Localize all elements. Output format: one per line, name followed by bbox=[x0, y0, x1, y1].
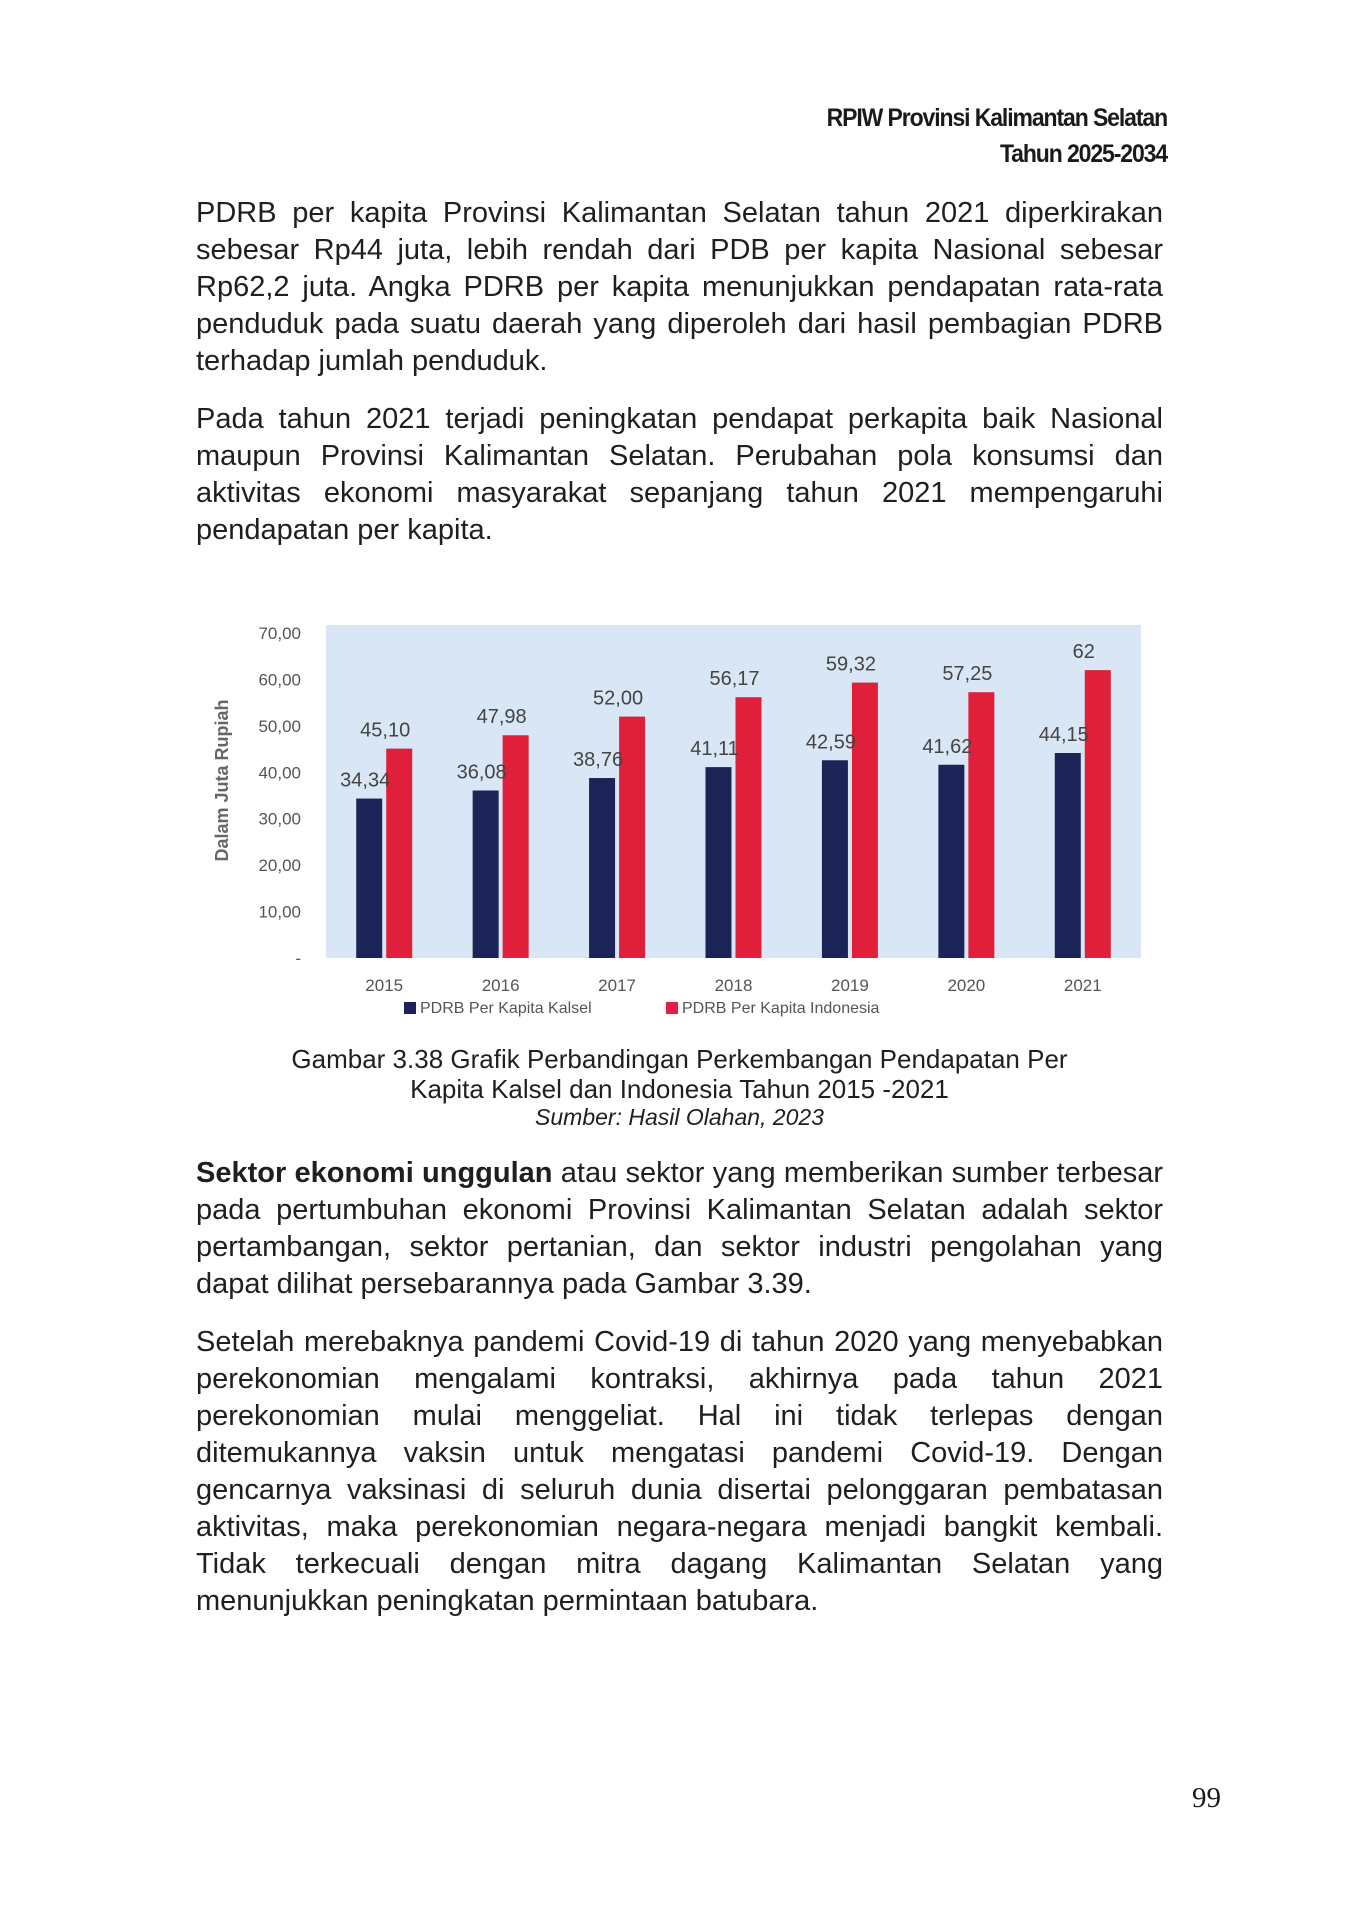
y-tick-label: 60,00 bbox=[258, 670, 301, 690]
paragraph-1: PDRB per kapita Provinsi Kalimantan Selatan tahun 2021 diperkirakan sebesar Rp44 juta, lebih rendah dari PDB per kapita Nasional sebesar Rp62,2 juta. Angka PDRB per kapita menunjukkan pendapatan rata-rata penduduk pada suatu daerah yang diperoleh dari hasil pembagian PDRB terhadap jumlah penduduk. bbox=[196, 197, 1163, 377]
data-label-kalsel: 41,62 bbox=[922, 735, 973, 758]
data-label-indonesia: 62 bbox=[1072, 641, 1095, 664]
x-tick-label: 2019 bbox=[831, 976, 869, 995]
caption-line-1: Gambar 3.38 Grafik Perbandingan Perkembangan Pendapatan Per bbox=[291, 1044, 1068, 1074]
bar-indonesia bbox=[736, 697, 762, 958]
y-axis-title: Dalam Juta Rupiah bbox=[212, 699, 232, 862]
paragraph-3 bbox=[196, 1155, 1163, 1303]
x-tick-label: 2020 bbox=[947, 976, 986, 995]
bar-indonesia bbox=[852, 683, 878, 958]
data-label-kalsel: 34,34 bbox=[340, 769, 391, 792]
bar-kalsel bbox=[938, 765, 964, 958]
legend-swatch-kalsel bbox=[404, 1002, 416, 1014]
x-tick-label: 2017 bbox=[598, 976, 636, 995]
y-tick-label: 20,00 bbox=[258, 856, 301, 876]
paragraph-3-lead: Sektor ekonomi unggulan bbox=[196, 1157, 553, 1189]
data-label-kalsel: 36,08 bbox=[456, 761, 507, 784]
x-tick-label: 2021 bbox=[1063, 976, 1102, 995]
paragraph-3-rest: atau sektor yang memberikan sumber terbesar pada pertumbuhan ekonomi Provinsi Kalimantan Selatan adalah sektor pertambangan, sektor pertanian, dan sektor industri pengolahan yang dapat dilihat persebarannya pada Gambar 3.39. bbox=[196, 1157, 1163, 1300]
text-block-bottom bbox=[196, 1155, 1163, 1620]
data-label-indonesia: 47,98 bbox=[476, 706, 527, 729]
x-tick-label: 2015 bbox=[365, 976, 404, 995]
figure-caption bbox=[196, 1044, 1163, 1130]
caption-line-2: Kapita Kalsel dan Indonesia Tahun 2015 -2021 bbox=[410, 1074, 949, 1104]
data-label-indonesia: 59,32 bbox=[825, 653, 876, 676]
data-label-indonesia: 56,17 bbox=[709, 668, 760, 691]
bar-chart bbox=[196, 603, 1163, 1023]
bar-kalsel bbox=[1055, 753, 1081, 958]
legend-swatch-indonesia bbox=[666, 1002, 678, 1014]
y-tick-label: 40,00 bbox=[258, 763, 301, 783]
header-subtitle: Tahun 2025-2034 bbox=[999, 140, 1167, 168]
data-label-kalsel: 41,11 bbox=[690, 738, 739, 761]
data-label-kalsel: 42,59 bbox=[805, 731, 856, 754]
chart-svg bbox=[196, 603, 1163, 1023]
bar-kalsel bbox=[356, 799, 382, 958]
y-tick-label: 50,00 bbox=[258, 716, 301, 736]
y-tick-label: 70,00 bbox=[258, 624, 301, 643]
caption-source: Sumber: Hasil Olahan, 2023 bbox=[535, 1104, 824, 1130]
bar-indonesia bbox=[1085, 670, 1111, 958]
data-label-kalsel: 38,76 bbox=[573, 749, 624, 772]
header-title: RPIW Provinsi Kalimantan Selatan bbox=[826, 104, 1167, 132]
data-label-kalsel: 44,15 bbox=[1038, 724, 1089, 747]
page-number: 99 bbox=[1192, 1782, 1221, 1814]
y-tick-label: 30,00 bbox=[258, 809, 301, 829]
paragraph-2: Pada tahun 2021 terjadi peningkatan pendapat perkapita baik Nasional maupun Provinsi Kalimantan Selatan. Perubahan pola konsumsi dan aktivitas ekonomi masyarakat sepanjang tahun 2021 mempengaruhi pendapatan per kapita. bbox=[196, 403, 1163, 546]
data-label-indonesia: 52,00 bbox=[593, 687, 644, 710]
data-label-indonesia: 57,25 bbox=[942, 663, 993, 686]
y-tick-label: - bbox=[295, 949, 301, 968]
legend-label-indonesia: PDRB Per Kapita Indonesia bbox=[682, 1000, 880, 1017]
paragraph-4: Setelah merebaknya pandemi Covid-19 di tahun 2020 yang menyebabkan perekonomian mengalami kontraksi, akhirnya pada tahun 2021 perekonomian mulai menggeliat. Hal ini tidak terlepas dengan ditemukannya vaksin untuk mengatasi pandemi Covid-19. Dengan gencarnya vaksinasi di seluruh dunia disertai pelonggaran pembatasan aktivitas, maka perekonomian negara-negara menjadi bangkit kembali. Tidak terkecuali dengan mitra dagang Kalimantan Selatan yang menunjukkan peningkatan permintaan batubara. bbox=[196, 1326, 1163, 1617]
x-tick-label: 2018 bbox=[714, 976, 753, 995]
y-tick-label: 10,00 bbox=[258, 902, 301, 922]
text-block-top bbox=[196, 195, 1163, 549]
running-header bbox=[827, 100, 1167, 172]
bar-kalsel bbox=[473, 790, 499, 958]
bar-kalsel bbox=[822, 760, 848, 958]
bar-kalsel bbox=[706, 767, 732, 958]
x-tick-label: 2016 bbox=[481, 976, 520, 995]
legend-label-kalsel: PDRB Per Kapita Kalsel bbox=[420, 1000, 592, 1017]
bar-kalsel bbox=[589, 778, 615, 958]
data-label-indonesia: 45,10 bbox=[360, 719, 411, 742]
bar-indonesia bbox=[968, 692, 994, 958]
